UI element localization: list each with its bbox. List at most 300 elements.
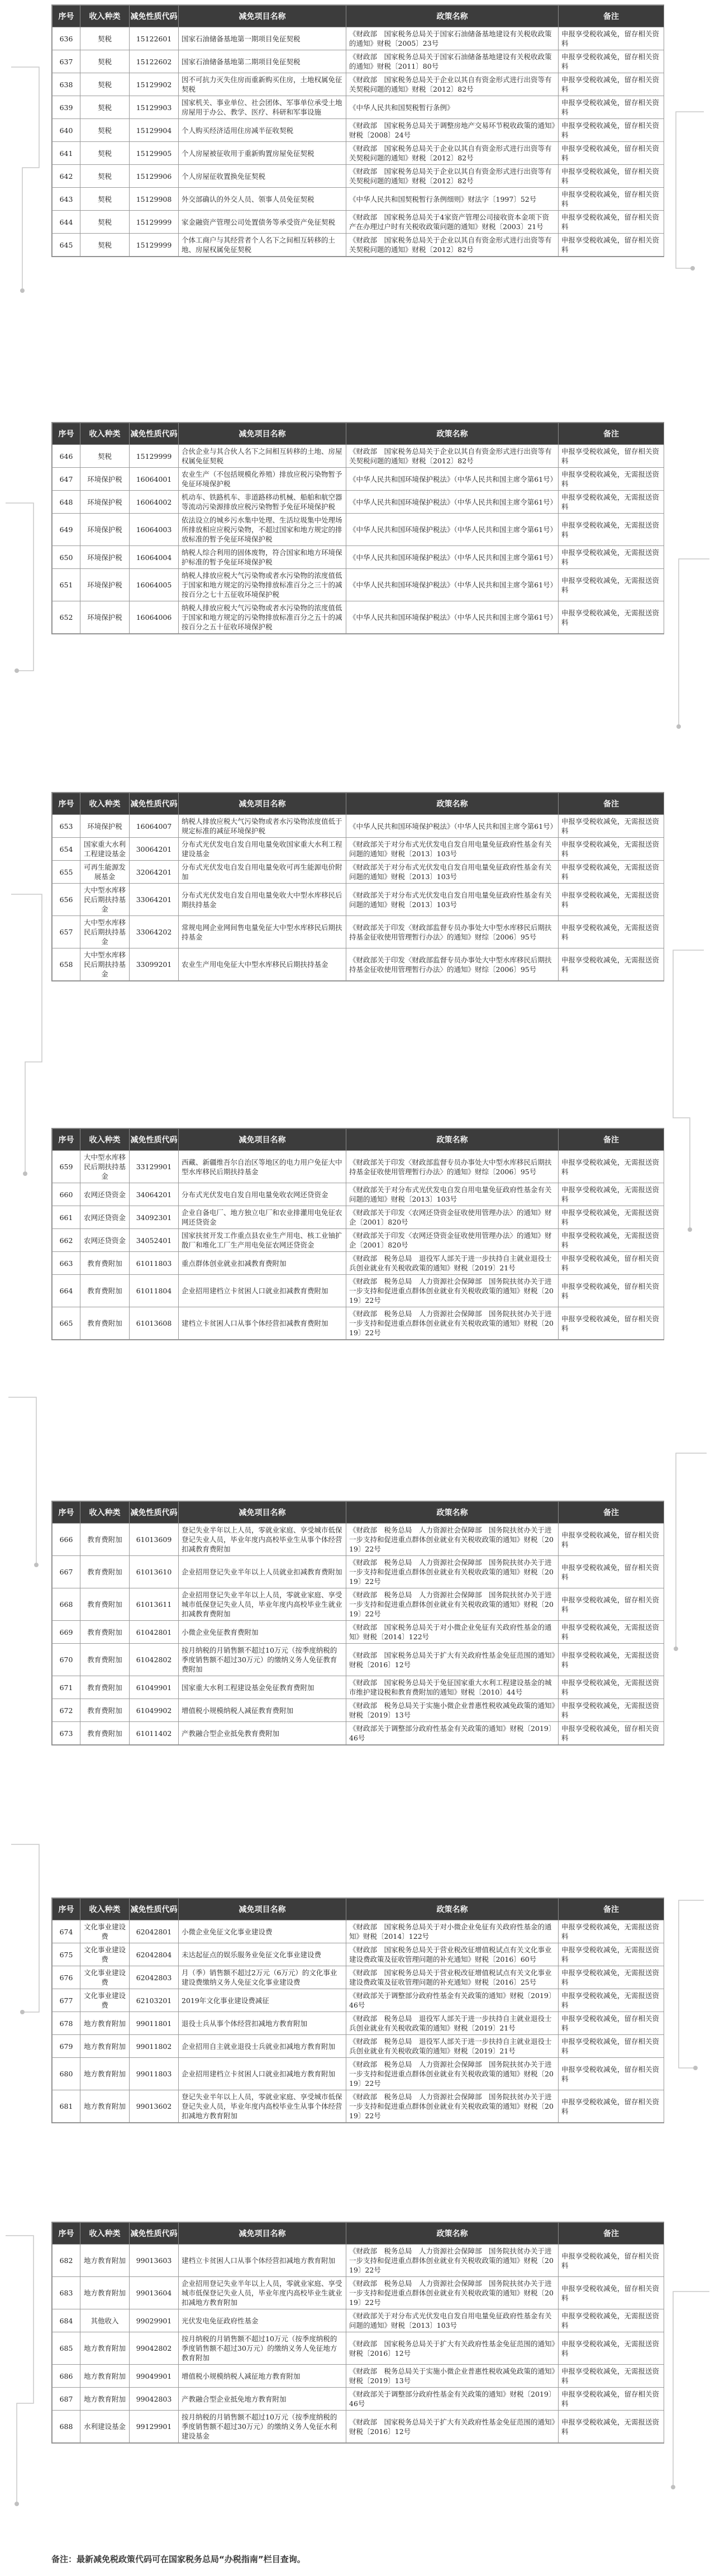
seq-cell: 668: [53, 1588, 80, 1621]
income-type-cell: 农网还贷资金: [80, 1229, 130, 1252]
policy-name-cell: 《财政部 税务总局 人力资源社会保障部 国务院扶贫办关于进一步支持和促进重点群体创业就业有关税收政策的通知》财税〔2019〕22号: [346, 2058, 559, 2090]
relief-item-cell: 合伙企业与其合伙人名下之间相互转移的土地、房屋权属免征契税: [179, 445, 346, 468]
relief-code-cell: 99129901: [130, 2411, 179, 2443]
seq-cell: 656: [53, 884, 80, 916]
remark-cell: 申报享受税收减免，留存相关资料: [559, 142, 664, 165]
policy-name-cell: 《财政部 国家税务总局关于扩大有关政府性基金免征范围的通知》财税〔2016〕12号: [346, 2332, 559, 2365]
table-row: [53, 2411, 664, 2443]
seq-cell: 681: [53, 2090, 80, 2123]
income-type-cell: 教育费附加: [80, 1252, 130, 1275]
seq-cell: 669: [53, 1621, 80, 1644]
remark-cell: 申报享受税收减免，留存相关资料: [559, 234, 664, 257]
relief-code-cell: 16064002: [130, 491, 179, 514]
relief-code-cell: 34064201: [130, 1183, 179, 1206]
policy-name-cell: 《财政部 税务总局 人力资源社会保障部 国务院扶贫办关于进一步支持和促进重点群体创业就业有关税收政策的通知》财税〔2019〕22号: [346, 2090, 559, 2123]
column-header: 政策名称: [346, 793, 559, 815]
remark-cell: 申报享受税收减免，留存相关资料: [559, 165, 664, 188]
table-row: [53, 188, 664, 211]
remark-cell: 申报享受税收减免，留存相关资料: [559, 96, 664, 119]
table-row: [53, 1556, 664, 1588]
relief-item-cell: 登记失业半年以上人员，零就业家庭、享受城市低保登记失业人员，毕业年度内高校毕业生从事个体经营扣减教育费附加: [179, 1524, 346, 1556]
policy-name-cell: 《财政部 国家税务总局关于企业以其自有资金形式进行出资等有关契税问题的通知》财税〔2012〕82号: [346, 142, 559, 165]
column-header: 序号: [53, 1502, 80, 1524]
relief-item-cell: 分布式光伏发电自发自用电量免收国家重大水利工程建设基金: [179, 838, 346, 861]
policy-name-cell: 《中华人民共和国环境保护税法》（中华人民共和国主席令第61号）: [346, 491, 559, 514]
table-row: [53, 2058, 664, 2090]
relief-item-cell: 因不可抗力灭失住房而重新购买住房，土地权属免征契税: [179, 73, 346, 96]
income-type-cell: 可再生能源发展基金: [80, 861, 130, 884]
remark-cell: 申报享受税收减免，留存相关资料: [559, 1556, 664, 1588]
table-row: [53, 2012, 664, 2035]
seq-cell: 650: [53, 546, 80, 569]
income-type-cell: 地方教育附加: [80, 2035, 130, 2058]
remark-cell: 申报享受税收减免，无需报送资料: [559, 861, 664, 884]
policy-name-cell: 《财政部 国家税务总局关于营业税改征增值税试点有关文化事业建设费政策及征收管理问题的补充通知》财税〔2016〕60号: [346, 1943, 559, 1966]
income-type-cell: 地方教育附加: [80, 2332, 130, 2365]
seq-cell: 686: [53, 2365, 80, 2388]
policy-name-cell: 《财政部关于印发〈财政部监督专员办事处大中型水库移民后期扶持基金征收使用管理暂行办法〉的通知》财综〔2006〕95号: [346, 948, 559, 981]
seq-cell: 642: [53, 165, 80, 188]
relief-code-cell: 33099201: [130, 948, 179, 981]
column-header: 序号: [53, 1899, 80, 1920]
column-header: 政策名称: [346, 1129, 559, 1151]
seq-cell: 662: [53, 1229, 80, 1252]
income-type-cell: 大中型水库移民后期扶持基金: [80, 884, 130, 916]
seq-cell: 678: [53, 2012, 80, 2035]
relief-item-cell: 纳税人排放应税大气污染物或者水污染物的浓度值低于国家和地方规定的污染物排放标准百分之五十的减按百分之五十征收环境保护税: [179, 601, 346, 634]
table-row: [53, 1644, 664, 1676]
relief-code-cell: 99013603: [130, 2245, 179, 2277]
relief-code-cell: 15129999: [130, 445, 179, 468]
table-block-7: [51, 2222, 664, 2444]
column-header: 收入种类: [80, 423, 130, 445]
income-type-cell: 契税: [80, 119, 130, 142]
seq-cell: 676: [53, 1966, 80, 1989]
relief-code-cell: 16064004: [130, 546, 179, 569]
relief-code-cell: 99013602: [130, 2090, 179, 2123]
relief-item-cell: 依法设立的城乡污水集中处理、生活垃圾集中处理场所排放相应应税污染物，不超过国家和地方规定的排放标准的暂予免征环境保护税: [179, 514, 346, 546]
income-type-cell: 文化事业建设费: [80, 1966, 130, 1989]
relief-code-cell: 62042803: [130, 1966, 179, 1989]
table-header-row: [53, 793, 664, 815]
remark-cell: 申报享受税收减免，留存相关资料: [559, 2277, 664, 2309]
relief-code-cell: 61013609: [130, 1524, 179, 1556]
policy-name-cell: 《财政部关于调整部分政府性基金有关政策的通知》财税〔2019〕46号: [346, 1722, 559, 1745]
relief-code-cell: 32064201: [130, 861, 179, 884]
seq-cell: 683: [53, 2277, 80, 2309]
column-header: 序号: [53, 2223, 80, 2245]
policy-name-cell: 《财政部关于对分布式光伏发电自发自用电量免征政府性基金有关问题的通知》财税〔2013〕103号: [346, 861, 559, 884]
table-row: [53, 96, 664, 119]
relief-item-cell: 农业生产（不包括规模化养殖）排放应税污染物暂予免征环境保护税: [179, 468, 346, 491]
table-row: [53, 445, 664, 468]
remark-cell: 申报享受税收减免，无需报送资料: [559, 468, 664, 491]
relief-item-cell: 按月纳税的月销售额不超过10万元（按季度纳税的季度销售额不超过30万元）的缴纳义务人免征地方教育附加: [179, 2332, 346, 2365]
table-row: [53, 1307, 664, 1340]
remark-cell: 申报享受税收减免，无需报送资料: [559, 1699, 664, 1722]
income-type-cell: 契税: [80, 165, 130, 188]
policy-name-cell: 《财政部 税务总局 人力资源社会保障部 国务院扶贫办关于进一步支持和促进重点群体创业就业有关税收政策的通知》财税〔2019〕22号: [346, 1275, 559, 1307]
table-row: [53, 815, 664, 838]
relief-code-cell: 15129902: [130, 73, 179, 96]
seq-cell: 654: [53, 838, 80, 861]
relief-code-cell: 99042802: [130, 2332, 179, 2365]
column-header: 减免项目名称: [179, 423, 346, 445]
table-row: [53, 27, 664, 50]
policy-name-cell: 《中华人民共和国环境保护税法》（中华人民共和国主席令第61号）: [346, 546, 559, 569]
policy-name-cell: 《财政部 国家税务总局关于对小微企业免征有关政府性基金的通知》财税〔2014〕122号: [346, 1920, 559, 1943]
table-header-row: [53, 1129, 664, 1151]
income-type-cell: 教育费附加: [80, 1644, 130, 1676]
policy-name-cell: 《财政部 税务总局 退役军人部关于进一步扶持自主就业退役士兵创业就业有关税收政策的通知》财税〔2019〕21号: [346, 2035, 559, 2058]
policy-table: [52, 1501, 664, 1745]
income-type-cell: 环境保护税: [80, 491, 130, 514]
table-row: [53, 838, 664, 861]
relief-item-cell: 产教融合型企业抵免地方教育附加: [179, 2388, 346, 2411]
seq-cell: 685: [53, 2332, 80, 2365]
seq-cell: 637: [53, 50, 80, 73]
table-row: [53, 165, 664, 188]
column-header: 序号: [53, 1129, 80, 1151]
table-row: [53, 1699, 664, 1722]
column-header: 收入种类: [80, 1899, 130, 1920]
relief-item-cell: 小微企业免征教育费附加: [179, 1621, 346, 1644]
column-header: 减免项目名称: [179, 6, 346, 27]
column-header: 减免项目名称: [179, 2223, 346, 2245]
policy-name-cell: 《财政部关于调整部分政府性基金有关政策的通知》财税〔2019〕46号: [346, 2388, 559, 2411]
column-header: 减免性质代码: [130, 1502, 179, 1524]
income-type-cell: 大中型水库移民后期扶持基金: [80, 916, 130, 948]
remark-cell: 申报享受税收减免，无需报送资料: [559, 1621, 664, 1644]
seq-cell: 645: [53, 234, 80, 257]
remark-cell: 申报享受税收减免，留存相关资料: [559, 2012, 664, 2035]
table-block-1: [51, 4, 664, 257]
relief-code-cell: 15129903: [130, 96, 179, 119]
policy-name-cell: 《财政部 税务总局 退役军人部关于进一步扶持自主就业退役士兵创业就业有关税收政策的通知》财税〔2019〕21号: [346, 2012, 559, 2035]
policy-name-cell: 《中华人民共和国环境保护税法》（中华人民共和国主席令第61号）: [346, 569, 559, 601]
table-row: [53, 2365, 664, 2388]
relief-code-cell: 62042804: [130, 1943, 179, 1966]
policy-name-cell: 《财政部 国家税务总局关于调整房地产交易环节税收政策的通知》财税〔2008〕24号: [346, 119, 559, 142]
remark-cell: 申报享受税收减免，留存相关资料: [559, 1524, 664, 1556]
relief-code-cell: 15129908: [130, 188, 179, 211]
seq-cell: 674: [53, 1920, 80, 1943]
income-type-cell: 契税: [80, 50, 130, 73]
remark-cell: 申报享受税收减免，留存相关资料: [559, 1722, 664, 1745]
relief-code-cell: 15129904: [130, 119, 179, 142]
policy-name-cell: 《财政部 税务总局 人力资源社会保障部 国务院扶贫办关于进一步支持和促进重点群体创业就业有关税收政策的通知》财税〔2019〕22号: [346, 1588, 559, 1621]
table-row: [53, 50, 664, 73]
table-header-row: [53, 1502, 664, 1524]
remark-cell: 申报享受税收减免，无需报送资料: [559, 2332, 664, 2365]
relief-item-cell: 国家机关、事业单位、社会团体、军事单位承受土地房屋用于办公、教学、医疗、科研和军事设施: [179, 96, 346, 119]
seq-cell: 677: [53, 1989, 80, 2012]
relief-item-cell: 个人购买经济适用住房减半征收契税: [179, 119, 346, 142]
relief-code-cell: 99011801: [130, 2012, 179, 2035]
policy-name-cell: 《中华人民共和国契税暂行条例细则》财法字〔1997〕52号: [346, 188, 559, 211]
policy-name-cell: 《财政部 税务总局关于实施小微企业普惠性税收减免政策的通知》财税〔2019〕13号: [346, 2365, 559, 2388]
relief-item-cell: 分布式光伏发电自发自用电量免收可再生能源电价附加: [179, 861, 346, 884]
seq-cell: 667: [53, 1556, 80, 1588]
relief-item-cell: 个人房屋征收置换免征契税: [179, 165, 346, 188]
relief-code-cell: 15129999: [130, 211, 179, 234]
column-header: 政策名称: [346, 1899, 559, 1920]
table-row: [53, 1920, 664, 1943]
policy-name-cell: 《财政部关于印发〈财政部监督专员办事处大中型水库移民后期扶持基金征收使用管理暂行办法〉的通知》财综〔2006〕95号: [346, 1151, 559, 1183]
table-row: [53, 1943, 664, 1966]
footnote: 备注：最新减免税政策代码可在国家税务总局“办税指南”栏目查询。: [51, 2554, 306, 2564]
column-header: 减免项目名称: [179, 793, 346, 815]
column-header: 减免性质代码: [130, 423, 179, 445]
seq-cell: 641: [53, 142, 80, 165]
policy-name-cell: 《中华人民共和国环境保护税法》（中华人民共和国主席令第61号）: [346, 514, 559, 546]
policy-name-cell: 《财政部关于印发〈农网还贷资金征收使用管理办法〉的通知》财企〔2001〕820号: [346, 1206, 559, 1229]
relief-code-cell: 15122602: [130, 50, 179, 73]
relief-item-cell: 企业自备电厂、地方独立电厂和农业排灌用电免征农网还贷资金: [179, 1206, 346, 1229]
income-type-cell: 契税: [80, 96, 130, 119]
policy-name-cell: 《财政部 税务总局 人力资源社会保障部 国务院扶贫办关于进一步支持和促进重点群体创业就业有关税收政策的通知》财税〔2019〕22号: [346, 1307, 559, 1340]
policy-table: [52, 1898, 664, 2123]
seq-cell: 665: [53, 1307, 80, 1340]
relief-item-cell: 农业生产用电免征大中型水库移民后期扶持基金: [179, 948, 346, 981]
remark-cell: 申报享受税收减免，无需报送资料: [559, 514, 664, 546]
table-row: [53, 2388, 664, 2411]
remark-cell: 申报享受税收减免，无需报送资料: [559, 815, 664, 838]
seq-cell: 675: [53, 1943, 80, 1966]
remark-cell: 申报享受税收减免，无需报送资料: [559, 1989, 664, 2012]
table-row: [53, 1252, 664, 1275]
policy-name-cell: 《财政部关于印发〈财政部监督专员办事处大中型水库移民后期扶持基金征收使用管理暂行办法〉的通知》财综〔2006〕95号: [346, 916, 559, 948]
income-type-cell: 教育费附加: [80, 1722, 130, 1745]
remark-cell: 申报享受税收减免，留存相关资料: [559, 73, 664, 96]
relief-code-cell: 61042801: [130, 1621, 179, 1644]
income-type-cell: 教育费附加: [80, 1556, 130, 1588]
relief-item-cell: 机动车、铁路机车、非道路移动机械、船舶和航空器等流动污染源排放应税污染物暂予免征环境保护税: [179, 491, 346, 514]
income-type-cell: 教育费附加: [80, 1621, 130, 1644]
remark-cell: 申报享受税收减免，无需报送资料: [559, 2365, 664, 2388]
policy-table: [52, 793, 664, 981]
seq-cell: 658: [53, 948, 80, 981]
income-type-cell: 教育费附加: [80, 1676, 130, 1699]
remark-cell: 申报享受税收减免，无需报送资料: [559, 884, 664, 916]
policy-name-cell: 《财政部 国家税务总局关于企业以其自有资金形式进行出资等有关契税问题的通知》财税〔2012〕82号: [346, 73, 559, 96]
policy-name-cell: 《财政部 国家税务总局关于国家石油储备基地建设有关税收政策的通知》财税〔2011〕80号: [346, 50, 559, 73]
remark-cell: 申报享受税收减免，无需报送资料: [559, 1920, 664, 1943]
policy-name-cell: 《财政部 国家税务总局关于4家资产管理公司接收资本金项下资产在办理过户时有关税收政策问题的通知》财税〔2003〕21号: [346, 211, 559, 234]
table-row: [53, 916, 664, 948]
relief-code-cell: 99013604: [130, 2277, 179, 2309]
policy-name-cell: 《财政部 税务总局 退役军人部关于进一步扶持自主就业退役士兵创业就业有关税收政策的通知》财税〔2019〕21号: [346, 1252, 559, 1275]
income-type-cell: 地方教育附加: [80, 2012, 130, 2035]
relief-code-cell: 16064005: [130, 569, 179, 601]
column-header: 减免性质代码: [130, 793, 179, 815]
income-type-cell: 地方教育附加: [80, 2277, 130, 2309]
column-header: 政策名称: [346, 1502, 559, 1524]
remark-cell: 申报享受税收减免，留存相关资料: [559, 211, 664, 234]
income-type-cell: 农网还贷资金: [80, 1206, 130, 1229]
relief-code-cell: 34092301: [130, 1206, 179, 1229]
income-type-cell: 契税: [80, 211, 130, 234]
table-row: [53, 2245, 664, 2277]
income-type-cell: 水利建设基金: [80, 2411, 130, 2443]
table-row: [53, 2035, 664, 2058]
relief-code-cell: 99029901: [130, 2309, 179, 2332]
relief-item-cell: 重点群体创业就业扣减教育费附加: [179, 1252, 346, 1275]
relief-code-cell: 99011803: [130, 2058, 179, 2090]
relief-item-cell: 月（季）销售额不超过2万元（6万元）的文化事业建设费缴纳义务人免征文化事业建设费: [179, 1966, 346, 1989]
remark-cell: 申报享受税收减免，无需报送资料: [559, 838, 664, 861]
column-header: 减免性质代码: [130, 1899, 179, 1920]
column-header: 收入种类: [80, 2223, 130, 2245]
policy-name-cell: 《中华人民共和国环境保护税法》（中华人民共和国主席令第61号）: [346, 468, 559, 491]
policy-name-cell: 《财政部 国家税务总局关于企业以其自有资金形式进行出资等有关契税问题的通知》财税〔2012〕82号: [346, 234, 559, 257]
table-row: [53, 73, 664, 96]
income-type-cell: 地方教育附加: [80, 2365, 130, 2388]
income-type-cell: 国家重大水利工程建设基金: [80, 838, 130, 861]
table-row: [53, 1676, 664, 1699]
relief-code-cell: 62103201: [130, 1989, 179, 2012]
relief-code-cell: 34052401: [130, 1229, 179, 1252]
income-type-cell: 文化事业建设费: [80, 1920, 130, 1943]
relief-code-cell: 33129901: [130, 1151, 179, 1183]
remark-cell: 申报享受税收减免，无需报送资料: [559, 1943, 664, 1966]
remark-cell: 申报享受税收减免，留存相关资料: [559, 2245, 664, 2277]
column-header: 备注: [559, 6, 664, 27]
relief-item-cell: 分布式光伏发电自发自用电量免收大中型水库移民后期扶持基金: [179, 884, 346, 916]
relief-item-cell: 常规电网企业网间售电量免征大中型水库移民后期扶持基金: [179, 916, 346, 948]
income-type-cell: 文化事业建设费: [80, 1989, 130, 2012]
seq-cell: 688: [53, 2411, 80, 2443]
table-row: [53, 491, 664, 514]
policy-name-cell: 《财政部 税务总局 人力资源社会保障部 国务院扶贫办关于进一步支持和促进重点群体创业就业有关税收政策的通知》财税〔2019〕22号: [346, 1524, 559, 1556]
income-type-cell: 农网还贷资金: [80, 1183, 130, 1206]
table-row: [53, 2090, 664, 2123]
table-row: [53, 211, 664, 234]
table-row: [53, 1524, 664, 1556]
column-header: 收入种类: [80, 793, 130, 815]
table-row: [53, 546, 664, 569]
relief-item-cell: 外交部确认的外交人员、领事人员免征契税: [179, 188, 346, 211]
remark-cell: 申报享受税收减免，无需报送资料: [559, 2411, 664, 2443]
policy-name-cell: 《财政部关于对分布式光伏发电自发自用电量免征政府性基金有关问题的通知》财税〔2013〕103号: [346, 838, 559, 861]
relief-item-cell: 按月纳税的月销售额不超过10万元（按季度纳税的季度销售额不超过30万元）的缴纳义务人免征教育费附加: [179, 1644, 346, 1676]
relief-item-cell: 企业招用登记失业半年以上人员就业扣减教育费附加: [179, 1556, 346, 1588]
remark-cell: 申报享受税收减免，留存相关资料: [559, 119, 664, 142]
policy-name-cell: 《财政部 国家税务总局关于免征国家重大水利工程建设基金的城市维护建设税和教育费附加的通知》财税〔2010〕44号: [346, 1676, 559, 1699]
policy-name-cell: 《财政部 税务总局关于实施小微企业普惠性税收减免政策的通知》财税〔2019〕13号: [346, 1699, 559, 1722]
column-header: 备注: [559, 1899, 664, 1920]
relief-code-cell: 61049902: [130, 1699, 179, 1722]
relief-item-cell: 纳税人综合利用的固体废物，符合国家和地方环境保护标准的暂予免征环境保护税: [179, 546, 346, 569]
income-type-cell: 大中型水库移民后期扶持基金: [80, 948, 130, 981]
policy-name-cell: 《财政部 国家税务总局关于对小微企业免征有关政府性基金的通知》财税〔2014〕122号: [346, 1621, 559, 1644]
income-type-cell: 教育费附加: [80, 1307, 130, 1340]
relief-code-cell: 30064201: [130, 838, 179, 861]
column-header: 减免项目名称: [179, 1129, 346, 1151]
remark-cell: 申报享受税收减免，留存相关资料: [559, 1307, 664, 1340]
income-type-cell: 环境保护税: [80, 601, 130, 634]
relief-code-cell: 61013608: [130, 1307, 179, 1340]
remark-cell: 申报享受税收减免，无需报送资料: [559, 948, 664, 981]
policy-table: [52, 2222, 664, 2443]
table-header-row: [53, 1899, 664, 1920]
remark-cell: 申报享受税收减免，无需报送资料: [559, 569, 664, 601]
remark-cell: 申报享受税收减免，无需报送资料: [559, 1966, 664, 1989]
column-header: 政策名称: [346, 423, 559, 445]
seq-cell: 652: [53, 601, 80, 634]
relief-code-cell: 99011802: [130, 2035, 179, 2058]
policy-table: [52, 5, 664, 257]
policy-name-cell: 《财政部关于印发〈农网还贷资金征收使用管理办法〉的通知》财企〔2001〕820号: [346, 1229, 559, 1252]
remark-cell: 申报享受税收减免，留存相关资料: [559, 2035, 664, 2058]
relief-code-cell: 15129905: [130, 142, 179, 165]
income-type-cell: 地方教育附加: [80, 2058, 130, 2090]
table-block-3: [51, 792, 664, 981]
income-type-cell: 契税: [80, 142, 130, 165]
income-type-cell: 契税: [80, 73, 130, 96]
seq-cell: 679: [53, 2035, 80, 2058]
table-block-5: [51, 1501, 664, 1745]
column-header: 备注: [559, 2223, 664, 2245]
policy-name-cell: 《财政部 国家税务总局关于扩大有关政府性基金免征范围的通知》财税〔2016〕12号: [346, 2411, 559, 2443]
relief-code-cell: 15129906: [130, 165, 179, 188]
relief-item-cell: 家金融资产管理公司处置债务等承受资产免征契税: [179, 211, 346, 234]
income-type-cell: 环境保护税: [80, 514, 130, 546]
income-type-cell: 契税: [80, 445, 130, 468]
column-header: 收入种类: [80, 6, 130, 27]
column-header: 减免项目名称: [179, 1502, 346, 1524]
relief-code-cell: 16064007: [130, 815, 179, 838]
remark-cell: 申报享受税收减免，无需报送资料: [559, 491, 664, 514]
remark-cell: 申报享受税收减免，留存相关资料: [559, 445, 664, 468]
income-type-cell: 环境保护税: [80, 468, 130, 491]
relief-code-cell: 33064202: [130, 916, 179, 948]
seq-cell: 671: [53, 1676, 80, 1699]
seq-cell: 655: [53, 861, 80, 884]
income-type-cell: 地方教育附加: [80, 2245, 130, 2277]
relief-item-cell: 企业招用自主就业退役士兵就业扣减地方教育附加: [179, 2035, 346, 2058]
column-header: 备注: [559, 793, 664, 815]
relief-item-cell: 光伏发电免征政府性基金: [179, 2309, 346, 2332]
remark-cell: 申报享受税收减免，无需报送资料: [559, 546, 664, 569]
income-type-cell: 契税: [80, 188, 130, 211]
column-header: 备注: [559, 1129, 664, 1151]
column-header: 减免性质代码: [130, 6, 179, 27]
seq-cell: 661: [53, 1206, 80, 1229]
policy-name-cell: 《财政部 国家税务总局关于企业以其自有资金形式进行出资等有关契税问题的通知》财税〔2012〕82号: [346, 445, 559, 468]
policy-name-cell: 《财政部 国家税务总局关于企业以其自有资金形式进行出资等有关契税问题的通知》财税〔2012〕82号: [346, 165, 559, 188]
policy-name-cell: 《财政部 国家税务总局关于扩大有关政府性基金免征范围的通知》财税〔2016〕12号: [346, 1644, 559, 1676]
seq-cell: 651: [53, 569, 80, 601]
remark-cell: 申报享受税收减免，留存相关资料: [559, 1588, 664, 1621]
relief-code-cell: 15122601: [130, 27, 179, 50]
relief-item-cell: 企业招用登记失业半年以上人员，零就业家庭、享受城市低保登记失业人员，毕业年度内高校毕业生就业扣减教育费附加: [179, 1588, 346, 1621]
seq-cell: 640: [53, 119, 80, 142]
relief-code-cell: 15129999: [130, 234, 179, 257]
seq-cell: 670: [53, 1644, 80, 1676]
table-block-6: [51, 1897, 664, 2123]
policy-name-cell: 《财政部 税务总局 人力资源社会保障部 国务院扶贫办关于进一步支持和促进重点群体创业就业有关税收政策的通知》财税〔2019〕22号: [346, 2277, 559, 2309]
seq-cell: 643: [53, 188, 80, 211]
column-header: 序号: [53, 423, 80, 445]
relief-code-cell: 16064001: [130, 468, 179, 491]
table-row: [53, 861, 664, 884]
relief-item-cell: 国家重大水利工程建设基金免征教育费附加: [179, 1676, 346, 1699]
seq-cell: 664: [53, 1275, 80, 1307]
income-type-cell: 契税: [80, 234, 130, 257]
relief-item-cell: 企业招用建档立卡贫困人口就业扣减地方教育附加: [179, 2058, 346, 2090]
seq-cell: 673: [53, 1722, 80, 1745]
